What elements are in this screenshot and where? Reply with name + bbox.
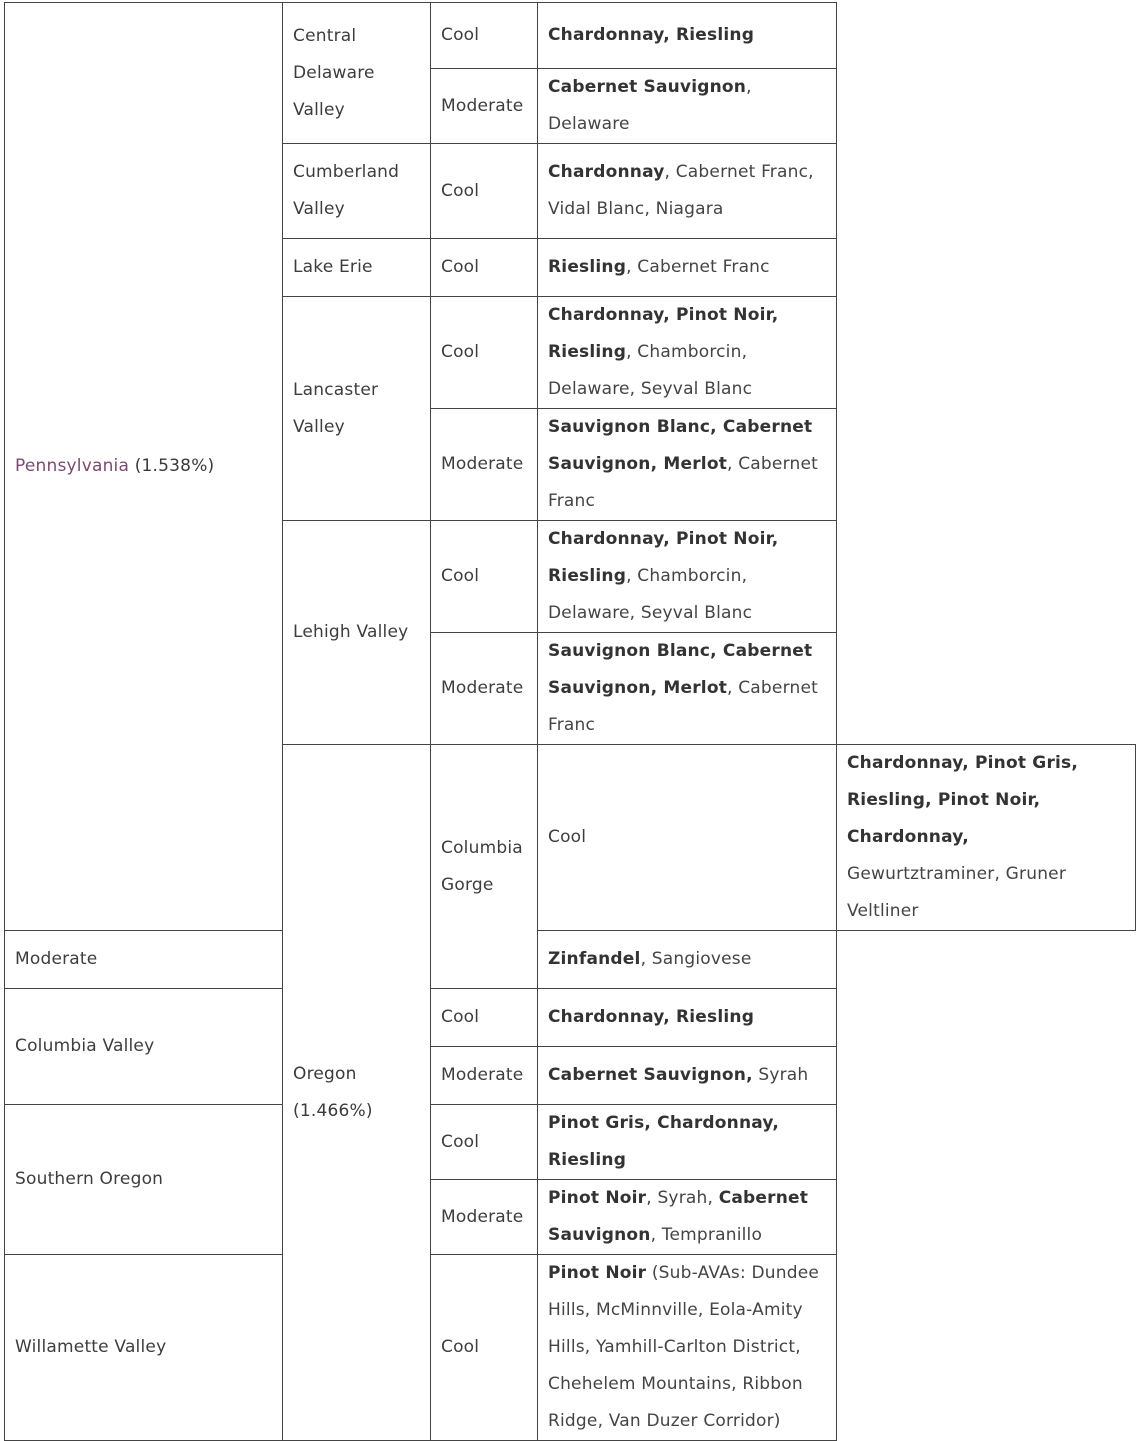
primary-grapes: Chardonnay <box>548 162 665 182</box>
grapes-cell <box>538 3 837 69</box>
grapes-cell <box>837 745 1136 931</box>
grapes-cell <box>538 297 837 409</box>
state-link-pennsylvania[interactable]: Pennsylvania <box>15 456 130 476</box>
climate-cell: Cool <box>431 1105 538 1180</box>
climate-cell: Cool <box>431 297 538 409</box>
climate-cell: Cool <box>431 3 538 69</box>
climate-cell: Moderate <box>431 69 538 144</box>
primary-grapes: Pinot Noir <box>548 1188 647 1208</box>
wine-regions-table <box>4 2 1136 1441</box>
climate-cell: Moderate <box>5 931 283 989</box>
climate-cell: Cool <box>431 989 538 1047</box>
ava-cell: Lake Erie <box>283 239 431 297</box>
grapes-cell <box>538 144 837 239</box>
climate-cell: Moderate <box>431 1180 538 1255</box>
other-grapes: , Chamborcin, Delaware, Seyval Blanc <box>548 566 753 623</box>
state-share: (1.538%) <box>134 456 215 476</box>
grapes-cell <box>538 239 837 297</box>
state-share: (1.466%) <box>293 1100 373 1121</box>
primary-grapes: Pinot Noir <box>548 1263 647 1283</box>
table-row <box>5 989 1136 1047</box>
climate-cell: Moderate <box>431 633 538 745</box>
table-row <box>5 3 1136 69</box>
grapes-cell <box>538 1047 837 1105</box>
climate-cell: Cool <box>431 1255 538 1441</box>
climate-cell: Cool <box>431 144 538 239</box>
primary-grapes: Chardonnay, Pinot Gris, Riesling, Pinot Noir, Chardonnay, <box>847 753 1079 847</box>
other-grapes: , Chamborcin, Delaware, Seyval Blanc <box>548 342 753 399</box>
grapes-cell <box>538 1255 837 1441</box>
ava-cell: Central Delaware Valley <box>283 3 431 144</box>
climate-cell: Cool <box>431 521 538 633</box>
climate-cell: Cool <box>538 745 837 931</box>
other-grapes-2: , Tempranillo <box>650 1225 763 1245</box>
table-row <box>5 931 1136 989</box>
ava-cell: Willamette Valley <box>5 1255 283 1441</box>
primary-grapes: Chardonnay, Pinot Noir, Riesling <box>548 529 779 586</box>
grapes-cell <box>538 69 837 144</box>
grapes-cell <box>538 633 837 745</box>
ava-cell: Columbia Gorge <box>431 745 538 989</box>
other-grapes: , Cabernet Franc, Vidal Blanc, Niagara <box>548 162 814 219</box>
grapes-cell <box>538 521 837 633</box>
other-grapes: (Sub-AVAs: Dundee Hills, McMinnville, Eola-Amity Hills, Yamhill-Carlton District, Chehelem Mountains, Ribbon Ridge, Van Duzer Corridor) <box>548 1263 820 1431</box>
ava-cell: Lehigh Valley <box>283 521 431 745</box>
state-cell <box>5 3 283 931</box>
primary-grapes-2: Cabernet Sauvignon <box>548 1188 809 1245</box>
ava-cell: Columbia Valley <box>5 989 283 1105</box>
table-row <box>5 1255 1136 1441</box>
grapes-cell <box>538 989 837 1047</box>
primary-grapes: Pinot Gris, Chardonnay, Riesling <box>548 1113 780 1170</box>
grapes-cell <box>538 1105 837 1180</box>
ava-cell: Lancaster Valley <box>283 297 431 521</box>
other-grapes: , Delaware <box>548 77 752 134</box>
primary-grapes: Chardonnay, Riesling <box>548 25 755 45</box>
primary-grapes: Cabernet Sauvignon, <box>548 1065 753 1085</box>
other-grapes: , Cabernet Franc <box>626 257 770 277</box>
grapes-cell <box>538 1180 837 1255</box>
ava-cell: Cumberland Valley <box>283 144 431 239</box>
grapes-cell <box>538 409 837 521</box>
grapes-cell <box>538 931 837 989</box>
other-grapes: , Cabernet Franc <box>548 454 818 511</box>
primary-grapes: Riesling <box>548 257 627 277</box>
primary-grapes: Sauvignon Blanc, Cabernet Sauvignon, Merlot <box>548 641 813 698</box>
state-cell <box>283 745 431 1441</box>
climate-cell: Moderate <box>431 1047 538 1105</box>
state-name-oregon: Oregon <box>293 1063 357 1084</box>
other-grapes: , Sangiovese <box>640 949 752 969</box>
other-grapes: , Syrah, <box>646 1188 719 1208</box>
other-grapes: Gewurtztraminer, Gruner Veltliner <box>847 864 1067 921</box>
primary-grapes: Chardonnay, Riesling <box>548 1007 755 1027</box>
climate-cell: Cool <box>431 239 538 297</box>
primary-grapes: Zinfandel <box>548 949 641 969</box>
table-row <box>5 1105 1136 1180</box>
climate-cell: Moderate <box>431 409 538 521</box>
ava-cell: Southern Oregon <box>5 1105 283 1255</box>
primary-grapes: Cabernet Sauvignon <box>548 77 747 97</box>
other-grapes: Syrah <box>752 1065 809 1085</box>
primary-grapes: Sauvignon Blanc, Cabernet Sauvignon, Merlot <box>548 417 813 474</box>
other-grapes: , Cabernet Franc <box>548 678 818 735</box>
primary-grapes: Chardonnay, Pinot Noir, Riesling <box>548 305 779 362</box>
